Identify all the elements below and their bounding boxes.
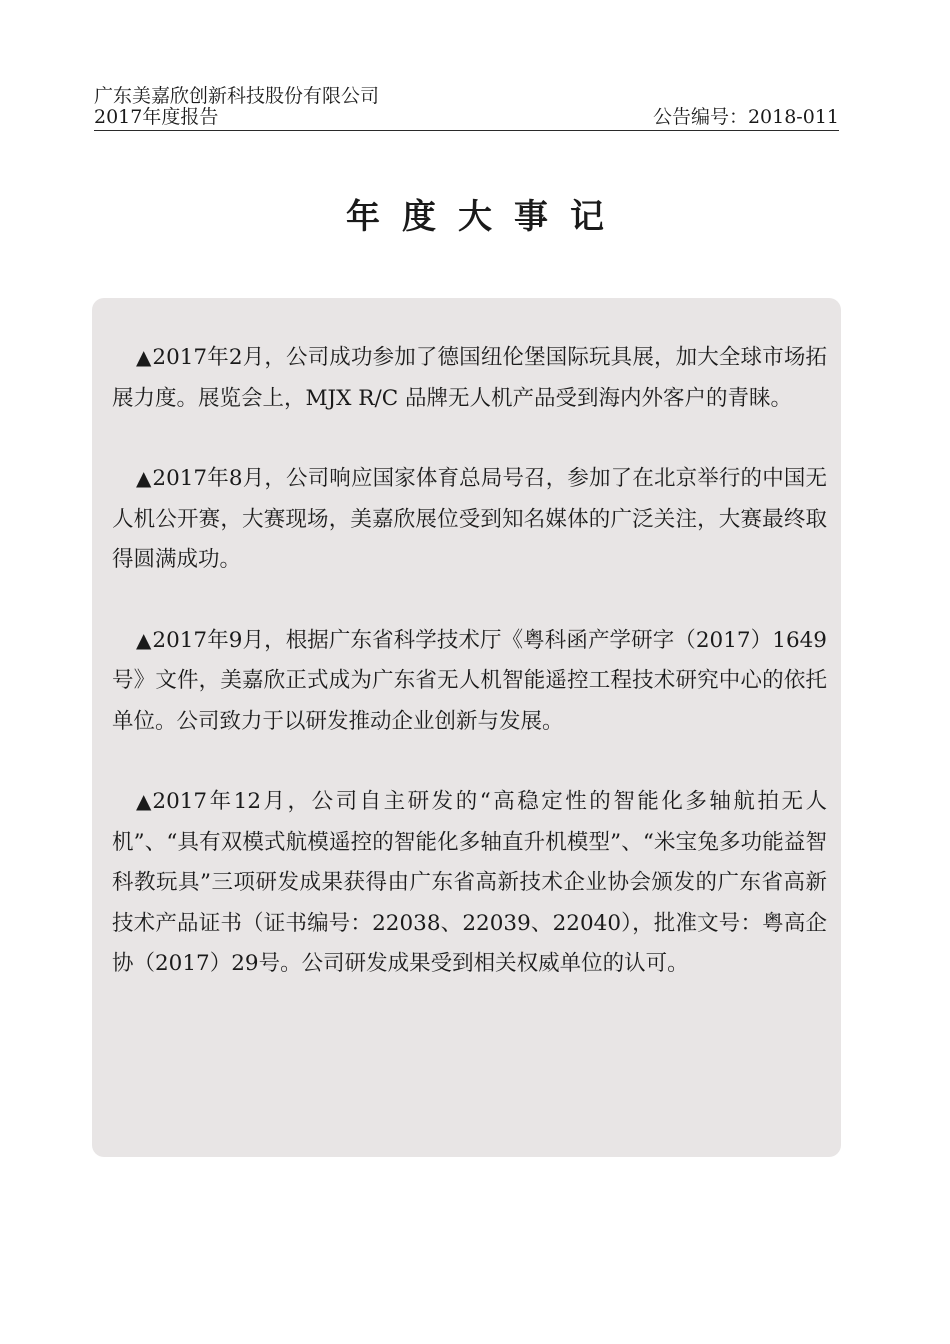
triangle-icon: ▲	[136, 345, 152, 369]
events-panel	[92, 298, 841, 1157]
event-text: 2017年8月，公司响应国家体育总局号召，参加了在北京举行的中国无人机公开赛，大赛现场，美嘉欣展位受到知名媒体的广泛关注，大赛最终取得圆满成功。	[112, 466, 827, 572]
triangle-icon: ▲	[136, 627, 152, 652]
report-name: 2017年度报告	[94, 106, 219, 128]
event-item	[112, 337, 827, 419]
notice-number: 公告编号：2018-011	[652, 106, 839, 128]
event-text: 2017年12月，公司自主研发的“高稳定性的智能化多轴航拍无人机”、“具有双模式航模遥控的智能化多轴直升机模型”、“米宝兔多功能益智科教玩具”三项研发成果获得由广东省高新技术企业协会颁发的广东省高新技术产品证书（证书编号：22038、22039、22040），批准文号：粤高企协（2017）29号。公司研发成果受到相关权威单位的认可。	[112, 789, 827, 976]
event-text: 2017年2月，公司成功参加了德国纽伦堡国际玩具展，加大全球市场拓展力度。展览会上，MJX R/C 品牌无人机产品受到海内外客户的青睐。	[112, 345, 827, 411]
triangle-icon: ▲	[136, 466, 152, 490]
event-item	[112, 781, 827, 985]
page-title: 年度大事记	[346, 197, 626, 237]
event-text: 2017年9月，根据广东省科学技术厅《粤科函产学研字（2017）1649号》文件，美嘉欣正式成为广东省无人机智能遥控工程技术研究中心的依托单位。公司致力于以研发推动企业创新与发展。	[112, 627, 827, 734]
triangle-icon: ▲	[136, 789, 152, 813]
page-header	[94, 84, 839, 131]
company-name: 广东美嘉欣创新科技股份有限公司	[94, 85, 380, 107]
event-item	[112, 620, 827, 743]
event-item	[112, 458, 827, 581]
